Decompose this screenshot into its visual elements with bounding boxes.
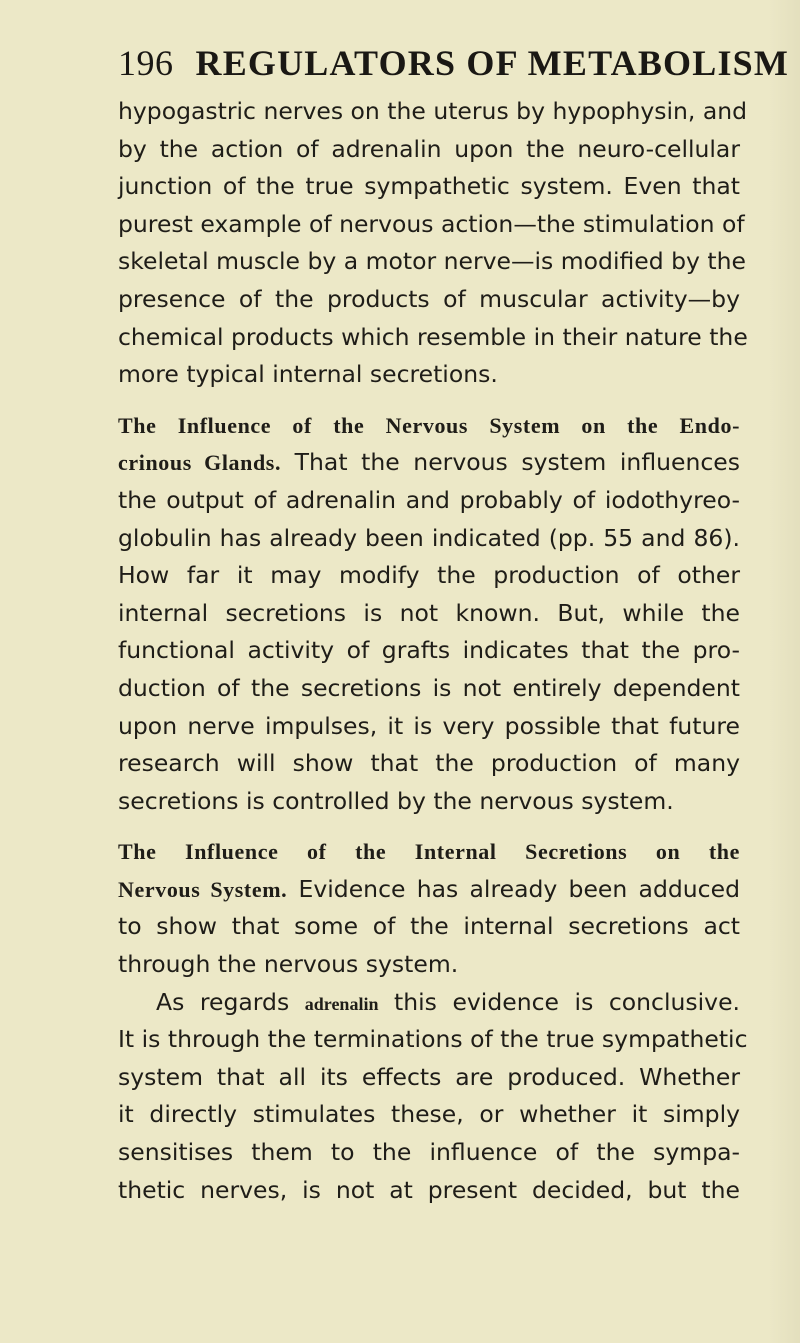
text-line: to show that some of the internal secretions act	[118, 912, 740, 941]
text-line: through the nervous system.	[118, 950, 459, 979]
text-line: duction of the secretions is not entirely dependent	[118, 673, 740, 702]
text-line: purest example of nervous action—the stimulation of	[118, 209, 745, 238]
text-line: secretions is controlled by the nervous system.	[118, 786, 674, 815]
page-number: 196	[118, 43, 174, 83]
text-run: Evidence has already been adduced	[298, 874, 740, 903]
body-text	[118, 93, 748, 1209]
paragraph-gap	[118, 820, 740, 833]
text-line: thetic nerves, is not at present decided, but the	[118, 1175, 740, 1204]
text-line: hypogastric nerves on the uterus by hypophysin, and	[118, 97, 748, 125]
paragraph-continuation	[118, 93, 748, 394]
text-run: As regards	[156, 987, 290, 1016]
text-line: internal secretions is not known. But, while the	[118, 598, 740, 627]
text-line: globulin has already been indicated (pp. 55 and 86).	[118, 523, 740, 552]
text-line: chemical products which resemble in their nature the	[118, 322, 748, 351]
text-line: It is through the terminations of the true sympathetic	[118, 1025, 748, 1054]
text-run: this evidence is conclusive.	[394, 987, 740, 1016]
text-line: by the action of adrenalin upon the neuro-cellular	[118, 134, 740, 163]
section-heading-end: crinous Glands.	[118, 450, 282, 476]
text-line: functional activity of grafts indicates that the pro-	[118, 636, 740, 665]
text-line: skeletal muscle by a motor nerve—is modified by the	[118, 247, 746, 276]
text-line: system that all its effects are produced. Whether	[118, 1062, 740, 1091]
running-head: REGULATORS OF METABOLISM	[195, 43, 790, 83]
text-line: research will show that the production of many	[118, 749, 740, 778]
text-line	[118, 407, 740, 445]
paragraph-adrenalin	[118, 984, 748, 1210]
text-line: sensitises them to the influence of the sympa-	[118, 1138, 740, 1167]
text-line: presence of the products of muscular activity—by	[118, 284, 740, 313]
paragraph-gap	[118, 394, 740, 407]
text-line: the output of adrenalin and probably of iodothyreo-	[118, 485, 740, 514]
text-line	[118, 833, 740, 871]
section-heading: The Influence of the Nervous System on the Endo-	[118, 412, 740, 438]
paragraph-internal-secretions-influence	[118, 833, 740, 983]
section-heading: The Influence of the Internal Secretions on the	[118, 839, 740, 865]
paragraph-nervous-system-influence	[118, 407, 740, 821]
text-line	[118, 984, 740, 1022]
text-line	[118, 444, 740, 482]
section-heading-end: Nervous System.	[118, 876, 288, 902]
text-line: upon nerve impulses, it is very possible that future	[118, 711, 740, 740]
text-line: junction of the true sympathetic system. Even that	[118, 172, 740, 201]
text-line: How far it may modify the production of other	[118, 561, 740, 590]
text-line: it directly stimulates these, or whether it simply	[118, 1100, 740, 1129]
bold-term: adrenalin	[304, 993, 379, 1014]
text-line: more typical internal secretions.	[118, 360, 498, 389]
page-header	[118, 38, 790, 88]
text-line	[118, 871, 740, 909]
text-run: That the nervous system influences	[294, 448, 740, 477]
